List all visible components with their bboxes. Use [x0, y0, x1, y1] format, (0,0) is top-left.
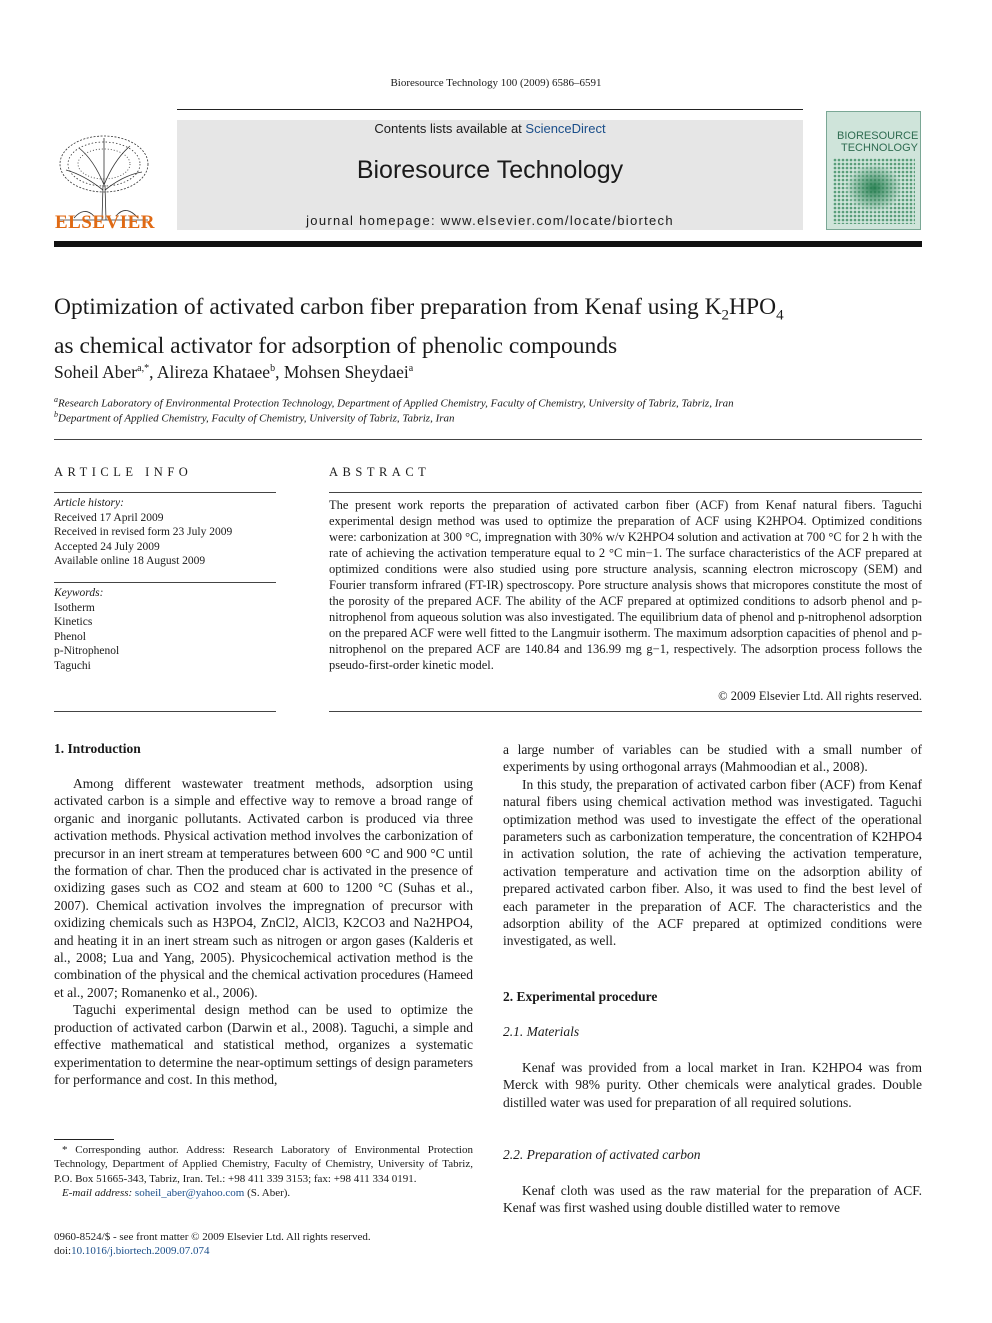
preparation-text [503, 1182, 922, 1217]
corresponding-author-footnote [54, 1143, 473, 1200]
abstract-text: The present work reports the preparation of activated carbon fiber (ACF) from Kenaf natural fibers. Taguchi experimental design method was used to optimize the preparation of ACF using K2HPO4. Optimized conditions were: carbonization at 300 °C, impregnation with 30% w/v K2HPO4 solution and activation at 700 °C for 2 h with the rate of achieving the activation temperature equal to 2 °C min−1. The surface characteristics of the ACF prepared at optimized conditions were also studied using pore structure analysis, scanning electron microscopy (SEM) and Fourier transform infrared (FT-IR) spectroscopy. Pore structure analysis shows that micropores constitute the most of the porosity of the prepared ACF. The ability of the ACF prepared at optimized conditions to adsorb phenol and p-nitrophenol from aqueous solution was also investigated. The equilibrium data of phenol and p-nitrophenol adsorption on the prepared ACF were well fitted to the Langmuir isotherm. The maximum adsorption capacities of phenol and p-nitrophenol on the prepared ACF are 140.84 and 136.99 mg g−1, respectively. The adsorption process follows the pseudo-first-order kinetic model. [329, 498, 922, 672]
affil-mark: b [54, 410, 58, 419]
affiliation-rule [54, 439, 922, 440]
article-info-rule [54, 711, 276, 712]
history-item: Received in revised form 23 July 2009 [54, 526, 233, 538]
article-info-rule [54, 492, 276, 493]
keyword: Isotherm [54, 601, 95, 614]
paragraph: a large number of variables can be studied with a small number of experiments by using orthogonal arrays (Mahmoodian et al., 2008). [503, 742, 922, 775]
paragraph: Taguchi experimental design method can be used to optimize the production of activated carbon (Darwin et al., 2008). Taguchi, a simple and effective mathematical and statistical method, organizes a systematic experimentation to determine the near-optimum settings of design parameters for performance and cost. In this method, [54, 1002, 473, 1087]
article-info-rule [54, 582, 276, 583]
section-heading-experimental: 2. Experimental procedure [503, 989, 658, 1004]
abstract-rule [329, 492, 922, 493]
front-matter-info [54, 1230, 473, 1259]
journal-cover-thumbnail [826, 111, 921, 230]
body-column-right [503, 741, 922, 950]
author-name[interactable]: Mohsen Sheydaei [283, 362, 409, 382]
title-subscript: 4 [776, 307, 784, 324]
author-affil-mark: a [408, 363, 414, 374]
article-history [54, 496, 276, 569]
history-item: Accepted 24 July 2009 [54, 540, 160, 553]
cover-title-line2: TECHNOLOGY [841, 142, 919, 154]
history-item: Available online 18 August 2009 [54, 555, 206, 567]
elsevier-wordmark: ELSEVIER [54, 212, 156, 233]
subsection-heading-preparation: 2.2. Preparation of activated carbon [503, 1147, 701, 1162]
email-suffix: (S. Aber). [247, 1186, 291, 1199]
affiliation-b [54, 410, 914, 425]
issn-line: 0960-8524/$ - see front matter © 2009 Elsevier Ltd. All rights reserved. [54, 1231, 371, 1243]
contents-prefix: Contents lists available at [374, 121, 526, 136]
affil-text: Department of Applied Chemistry, Faculty of Chemistry, University of Tabriz, Tabriz, Iran [58, 412, 455, 425]
header-top-rule [177, 109, 803, 110]
journal-reference: Bioresource Technology 100 (2009) 6586–6591 [390, 77, 602, 89]
email-label: E-mail address: [62, 1186, 133, 1199]
doi-label: doi: [54, 1245, 72, 1258]
footnote-rule [54, 1139, 114, 1140]
journal-homepage[interactable]: journal homepage: www.elsevier.com/locate/biortech [306, 213, 674, 228]
cover-title-line1: BIORESOURCE [837, 130, 919, 142]
cover-dot-pattern [833, 158, 915, 224]
footnote-text: * Corresponding author. Address: Research Laboratory of Environmental Protection Technology, Department of Applied Chemistry, Faculty of Chemistry, University of Tabriz, P.O. Box 51665-343, Tabriz, Iran. Tel.: +98 411 339 3153; fax: +98 411 334 0191. [54, 1144, 473, 1185]
author-list: Soheil Aber$^{a,*}$, Alireza Khataee$^b$, Mohsen Sheydaei$^a$ [54, 362, 414, 382]
subsection-heading-materials: 2.1. Materials [503, 1024, 580, 1039]
header-thick-rule [54, 241, 922, 247]
author-name[interactable]: Alireza Khataee [156, 362, 271, 382]
keyword: p-Nitrophenol [54, 645, 120, 657]
paragraph: Kenaf cloth was used as the raw material for the preparation of ACF. Kenaf was first washed using double distilled water to remove [503, 1183, 922, 1216]
affil-mark: a [54, 395, 58, 404]
sciencedirect-link[interactable]: ScienceDirect [525, 121, 606, 136]
history-item: Received 17 April 2009 [54, 511, 164, 524]
doi-line [54, 1244, 473, 1258]
body-column-left [54, 775, 473, 1088]
title-part: HPO [729, 294, 777, 320]
keyword: Taguchi [54, 659, 91, 672]
author-affil-mark: a,* [137, 363, 150, 374]
materials-text [503, 1059, 922, 1111]
keywords-list [54, 586, 276, 673]
author-name[interactable]: Soheil Aber [54, 362, 138, 382]
keyword: Phenol [54, 630, 86, 643]
paragraph: Kenaf was provided from a local market in Iran. K2HPO4 was from Merck with 98% purity. Other chemicals were analytical grades. Double distilled water was used for preparation of all required solutions. [503, 1060, 922, 1110]
history-label: Article history: [54, 497, 124, 509]
title-part: Optimization of activated carbon fiber preparation from Kenaf using K [54, 294, 722, 320]
title-line2: as chemical activator for adsorption of phenolic compounds [54, 332, 618, 359]
abstract-heading: ABSTRACT [329, 465, 431, 479]
affil-text: Research Laboratory of Environmental Protection Technology, Department of Applied Chemistry, Faculty of Chemistry, University of Tabriz, Tabriz, Iran [58, 397, 734, 410]
copyright-line: © 2009 Elsevier Ltd. All rights reserved. [718, 689, 922, 703]
contents-line [177, 121, 803, 136]
paragraph: In this study, the preparation of activated carbon fiber (ACF) from Kenaf natural fibers using chemical activation method was investigated. Taguchi optimization method was used to investigate the effect of the operational parameters such as carbonization temperature, the concentration of K2HPO4 in activation solution, the rate of achieving the activation temperature, activation temperature and activation time on the adsorption ability of prepared activated carbon fiber. Also, it was used to find the best level of each parameter in the preparation of ACF. The characteristics and the adsorption ability of the ACF prepared at optimized conditions were investigated, as well. [503, 776, 922, 949]
abstract-rule [329, 711, 922, 712]
title-subscript: 2 [721, 307, 730, 324]
keyword: Kinetics [54, 616, 93, 628]
email-link[interactable]: soheil_aber@yahoo.com [134, 1186, 245, 1199]
paragraph: Among different wastewater treatment methods, adsorption using activated carbon is a simple and effective way to remove a broad range of organic and inorganic pollutants. Activated carbon is produced via three activation methods. Physical activation method involves the carbonization of precursor in an inert stream at temperatures between 600 °C and 900 °C until the formation of char. Then the produced char is activated in the presence of oxidizing gases such as CO2 and steam at 600 to 1200 °C (Suhas et al., 2007). Chemical activation involves the impregnation of precursor with oxidizing chemicals such as H3PO4, ZnCl2, AlCl3, K2CO3 and Na2HPO4, and heating it in an inert stream such as nitrogen or argon gases (Kalderis et al., 2008; Lua and Yang, 2005). Physicochemical activation method is the combination of the physical and the chemical activation procedures (Hameed et al., 2007; Romanenko et al., 2006). [54, 776, 473, 1000]
email-line [54, 1186, 473, 1200]
article-title [54, 292, 914, 361]
keywords-label: Keywords: [54, 587, 104, 599]
affiliation-a [54, 395, 914, 410]
journal-title: Bioresource Technology [356, 156, 624, 184]
article-info-heading: ARTICLE INFO [54, 465, 193, 479]
section-heading-introduction: 1. Introduction [54, 741, 141, 756]
author-affil-mark: b [270, 363, 276, 374]
doi-link[interactable]: 10.1016/j.biortech.2009.07.074 [71, 1245, 210, 1258]
